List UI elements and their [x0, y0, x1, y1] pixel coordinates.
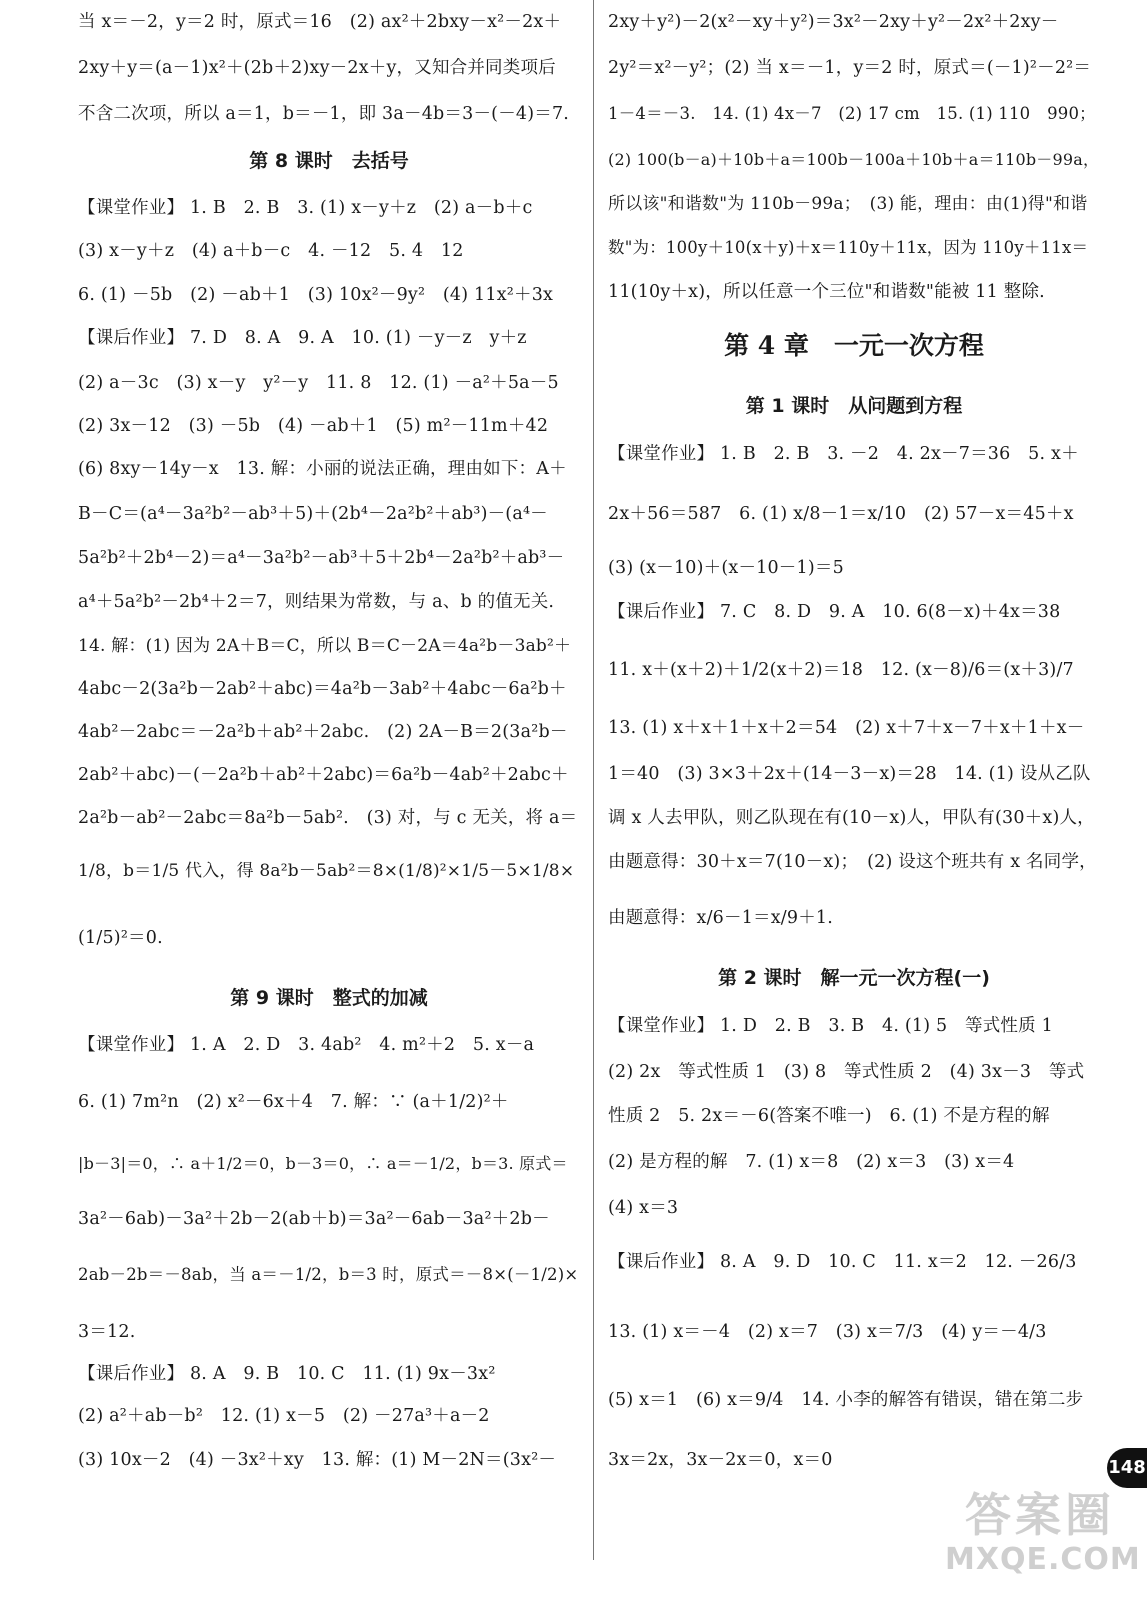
- text-line: 13. (1) x＝－4 (2) x＝7 (3) x＝7/3 (4) y＝－4/3: [608, 1322, 1047, 1342]
- text-line: 【课后作业】 8. A 9. B 10. C 11. (1) 9x－3x²: [78, 1364, 496, 1384]
- text-line: 【课堂作业】 1. B 2. B 3. －2 4. 2x－7＝36 5. x＋: [608, 444, 1079, 464]
- chapter-title: 第 4 章 一元一次方程: [724, 331, 984, 360]
- text-line: (2) 100(b－a)＋10b＋a＝100b－100a＋10b＋a＝110b－99a，: [608, 150, 1100, 169]
- text-line: 3a²－6ab)－3a²＋2b－2(ab＋b)＝3a²－6ab－3a²＋2b－: [78, 1209, 550, 1229]
- text-line: |b－3|＝0，∴ a＋1/2＝0，b－3＝0，∴ a＝－1/2，b＝3. 原式＝: [78, 1154, 568, 1173]
- text-line: 3＝12.: [78, 1322, 136, 1342]
- text-line: 4abc－2(3a²b－2ab²＋abc)＝4a²b－3ab²＋4abc－6a²b＋: [78, 679, 567, 699]
- column-divider: [593, 0, 594, 1560]
- text-line: 2x＋56＝587 6. (1) x/8－1＝x/10 (2) 57－x＝45＋x: [608, 504, 1074, 524]
- text-line: (2) a²＋ab－b² 12. (1) x－5 (2) －27a³＋a－2: [78, 1406, 490, 1426]
- text-line: 1－4＝－3. 14. (1) 4x－7 (2) 17 cm 15. (1) 110 990；: [608, 104, 1096, 123]
- text-line: a⁴＋5a²b²－2b⁴＋2＝7，则结果为常数，与 a、b 的值无关.: [78, 592, 555, 612]
- text-line: 【课堂作业】 1. B 2. B 3. (1) x－y＋z (2) a－b＋c: [78, 198, 533, 218]
- text-line: 2xy＋y²)－2(x²－xy＋y²)＝3x²－2xy＋y²－2x²＋2xy－: [608, 12, 1059, 32]
- text-line: 【课后作业】 7. C 8. D 9. A 10. 6(8－x)＋4x＝38: [608, 602, 1061, 622]
- text-line: (4) x＝3: [608, 1198, 679, 1218]
- lesson-heading: 第 8 课时 去括号: [249, 150, 409, 172]
- text-line: 【课堂作业】 1. A 2. D 3. 4ab² 4. m²＋2 5. x－a: [78, 1035, 535, 1055]
- text-line: (3) (x－10)＋(x－10－1)＝5: [608, 558, 844, 578]
- text-line: 4ab²－2abc＝－2a²b＋ab²＋2abc. (2) 2A－B＝2(3a²b－: [78, 722, 568, 742]
- text-line: 11. x＋(x＋2)＋1/2(x＋2)＝18 12. (x－8)/6＝(x＋3)/7: [608, 660, 1074, 680]
- text-line: 数"为：100y＋10(x＋y)＋x＝110y＋11x，因为 110y＋11x＝: [608, 238, 1089, 257]
- text-line: 6. (1) 7m²n (2) x²－6x＋4 7. 解：∵ (a＋1/2)²＋: [78, 1092, 509, 1112]
- text-line: 14. 解：(1) 因为 2A＋B＝C，所以 B＝C－2A＝4a²b－3ab²＋: [78, 636, 572, 656]
- text-line: 2y²＝x²－y²；(2) 当 x＝－1，y＝2 时，原式＝(－1)²－2²＝: [608, 58, 1092, 78]
- text-line: 5a²b²＋2b⁴－2)＝a⁴－3a²b²－ab³＋5＋2b⁴－2a²b²＋ab³－: [78, 548, 565, 568]
- text-line: 当 x＝－2，y＝2 时，原式＝16 (2) ax²＋2bxy－x²－2x＋: [78, 12, 562, 32]
- text-line: 【课堂作业】 1. D 2. B 3. B 4. (1) 5 等式性质 1: [608, 1016, 1053, 1036]
- text-line: (2) 2x 等式性质 1 (3) 8 等式性质 2 (4) 3x－3 等式: [608, 1062, 1085, 1082]
- right-column: [608, 0, 1100, 1600]
- text-line: 所以该"和谐数"为 110b－99a； (3) 能，理由：由(1)得"和谐: [608, 194, 1088, 214]
- text-line: 调 x 人去甲队，则乙队现在有(10－x)人，甲队有(30＋x)人，: [608, 808, 1095, 828]
- text-line: (2) 3x－12 (3) －5b (4) －ab＋1 (5) m²－11m＋42: [78, 416, 549, 436]
- text-line: 1＝40 (3) 3×3＋2x＋(14－3－x)＝28 14. (1) 设从乙队: [608, 764, 1091, 784]
- text-line: 1/8，b＝1/5 代入，得 8a²b－5ab²＝8×(1/8)²×1/5－5×1/8×: [78, 861, 575, 881]
- text-line: 不含二次项，所以 a＝1，b＝－1，即 3a－4b＝3－(－4)＝7.: [78, 104, 570, 124]
- text-line: 2xy＋y＝(a－1)x²＋(2b＋2)xy－2x＋y，又知合并同类项后: [78, 58, 556, 78]
- text-line: 3x＝2x，3x－2x＝0，x＝0: [608, 1450, 833, 1470]
- left-column: [78, 0, 580, 1600]
- watermark-bottom-text: MXQE.COM: [945, 1542, 1141, 1577]
- text-line: 由题意得：x/6－1＝x/9＋1.: [608, 908, 834, 928]
- lesson-heading: 第 9 课时 整式的加减: [230, 987, 428, 1009]
- text-line: (3) x－y＋z (4) a＋b－c 4. －12 5. 4 12: [78, 241, 464, 261]
- text-line: (2) a－3c (3) x－y y²－y 11. 8 12. (1) －a²＋5a－5: [78, 373, 559, 393]
- text-line: 2a²b－ab²－2abc＝8a²b－5ab². (3) 对，与 c 无关，将 a＝: [78, 808, 578, 828]
- text-line: B－C＝(a⁴－3a²b²－ab³＋5)＋(2b⁴－2a²b²＋ab³)－(a⁴－: [78, 504, 548, 524]
- text-line: (3) 10x－2 (4) －3x²＋xy 13. 解：(1) M－2N＝(3x²－: [78, 1450, 557, 1470]
- watermark-top-text: 答案圈: [965, 1488, 1115, 1542]
- page-number: 148: [1107, 1448, 1147, 1488]
- text-line: 11(10y＋x)，所以任意一个三位"和谐数"能被 11 整除.: [608, 282, 1045, 302]
- lesson-heading: 第 2 课时 解一元一次方程(一): [718, 967, 990, 989]
- text-line: 6. (1) －5b (2) －ab＋1 (3) 10x²－9y² (4) 11x²＋3x: [78, 285, 554, 305]
- text-line: (6) 8xy－14y－x 13. 解：小丽的说法正确，理由如下：A＋: [78, 459, 567, 479]
- text-line: 13. (1) x＋x＋1＋x＋2＝54 (2) x＋7＋x－7＋x＋1＋x－: [608, 718, 1085, 738]
- text-line: (1/5)²＝0.: [78, 928, 163, 948]
- text-line: (5) x＝1 (6) x＝9/4 14. 小李的解答有错误，错在第二步: [608, 1390, 1084, 1410]
- text-line: (2) 是方程的解 7. (1) x＝8 (2) x＝3 (3) x＝4: [608, 1152, 1015, 1172]
- text-line: 【课后作业】 7. D 8. A 9. A 10. (1) －y－z y＋z: [78, 328, 527, 348]
- text-line: 【课后作业】 8. A 9. D 10. C 11. x＝2 12. －26/3: [608, 1252, 1077, 1272]
- watermark-logo: [945, 1488, 1141, 1578]
- text-line: 2ab－2b＝－8ab，当 a＝－1/2，b＝3 时，原式＝－8×(－1/2)×: [78, 1265, 579, 1284]
- text-line: 2ab²＋abc)－(－2a²b＋ab²＋2abc)＝6a²b－4ab²＋2abc＋: [78, 765, 569, 785]
- text-line: 由题意得：30＋x＝7(10－x)； (2) 设这个班共有 x 名同学，: [608, 852, 1097, 872]
- lesson-heading: 第 1 课时 从问题到方程: [745, 395, 963, 417]
- text-line: 性质 2 5. 2x＝－6(答案不唯一) 6. (1) 不是方程的解: [608, 1106, 1050, 1126]
